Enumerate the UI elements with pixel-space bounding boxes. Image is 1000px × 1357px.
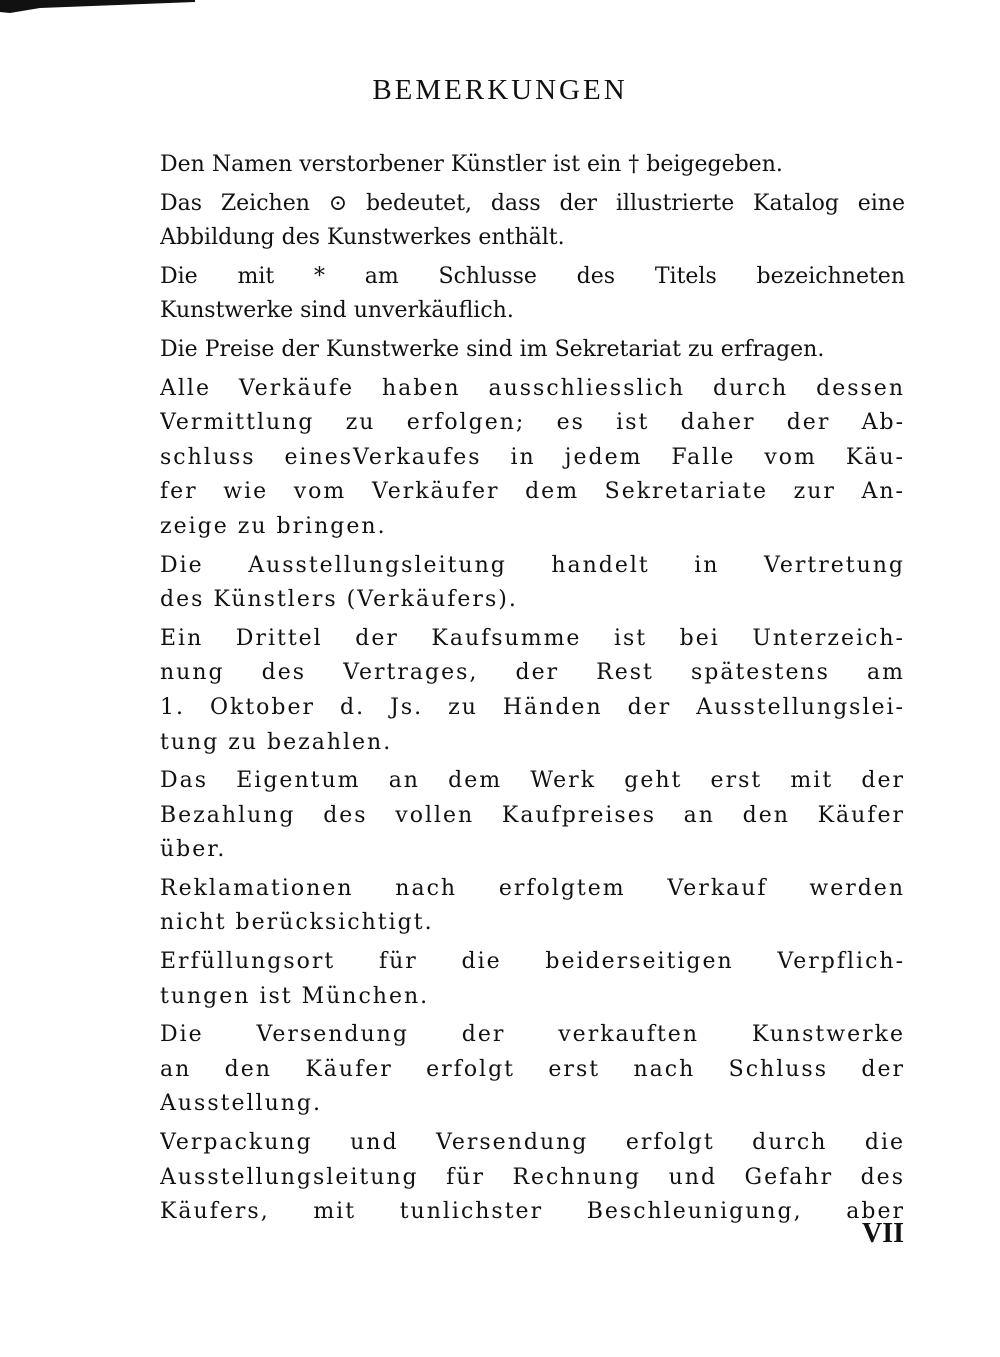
text-line: Die mit * am Schlusse des Titels bezeichneten — [160, 263, 905, 289]
text-line: Alle Verkäufe haben ausschliesslich durch dessen — [160, 375, 905, 401]
remark-paragraph — [160, 372, 905, 545]
text-line: tungen ist München. — [160, 983, 430, 1009]
remark-paragraph — [160, 622, 905, 760]
text-line: 1. Oktober d. Js. zu Händen der Ausstellungslei- — [160, 694, 905, 720]
text-line: Verpackung und Versendung erfolgt durch die — [160, 1130, 905, 1156]
page-number: VII — [861, 1218, 904, 1249]
remark-paragraph — [160, 872, 905, 941]
text-line: schluss einesVerkaufes in jedem Falle vom Käu- — [160, 444, 905, 470]
text-line: nicht berücksichtigt. — [160, 910, 434, 936]
text-line: über. — [160, 837, 227, 863]
remark-paragraph — [160, 1126, 905, 1230]
remark-paragraph — [160, 260, 905, 329]
remark-paragraph — [160, 187, 905, 256]
text-line: Ausstellungsleitung für Rechnung und Gefahr des — [160, 1164, 905, 1190]
remark-paragraph — [160, 549, 905, 618]
text-line: tung zu bezahlen. — [160, 729, 393, 755]
text-line: Ausstellung. — [160, 1091, 322, 1117]
text-line: Ein Drittel der Kaufsumme ist bei Unterzeich- — [160, 625, 905, 651]
text-line: fer wie vom Verkäufer dem Sekretariate zur An- — [160, 479, 905, 505]
text-line: Erfüllungsort für die beiderseitigen Verpflich- — [160, 949, 905, 975]
remark-paragraph — [160, 1018, 905, 1122]
text-line: Bezahlung des vollen Kaufpreises an den Käufer — [160, 802, 905, 828]
text-line: Reklamationen nach erfolgtem Verkauf werden — [160, 875, 905, 901]
remarks-text-block — [160, 148, 905, 1234]
text-line: Käufers, mit tunlichster Beschleunigung, aber — [160, 1199, 905, 1225]
text-line: zeige zu bringen. — [160, 513, 387, 539]
text-line: an den Käufer erfolgt erst nach Schluss der — [160, 1056, 905, 1082]
text-line: Vermittlung zu erfolgen; es ist daher der Ab- — [160, 410, 905, 436]
remark-paragraph — [160, 945, 905, 1014]
scan-edge-mark — [0, 0, 200, 14]
text-line: nung des Vertrages, der Rest spätestens am — [160, 660, 905, 686]
text-line: Den Namen verstorbener Künstler ist ein † beigegeben. — [160, 152, 783, 177]
text-line: Abbildung des Kunstwerkes enthält. — [160, 225, 565, 251]
text-line: Das Zeichen ⊙ bedeutet, dass der illustrierte Katalog eine — [160, 190, 905, 216]
remark-paragraph — [160, 333, 905, 368]
text-line: Die Preise der Kunstwerke sind im Sekretariat zu erfragen. — [160, 336, 825, 362]
text-line: des Künstlers (Verkäufers). — [160, 587, 518, 613]
page-title: BEMERKUNGEN — [372, 74, 628, 106]
text-line: Kunstwerke sind unverkäuflich. — [160, 298, 514, 324]
text-line: Das Eigentum an dem Werk geht erst mit der — [160, 768, 905, 794]
text-line: Die Ausstellungsleitung handelt in Vertretung — [160, 552, 905, 578]
remark-paragraph — [160, 764, 905, 868]
remark-paragraph — [160, 148, 905, 183]
text-line: Die Versendung der verkauften Kunstwerke — [160, 1022, 905, 1048]
